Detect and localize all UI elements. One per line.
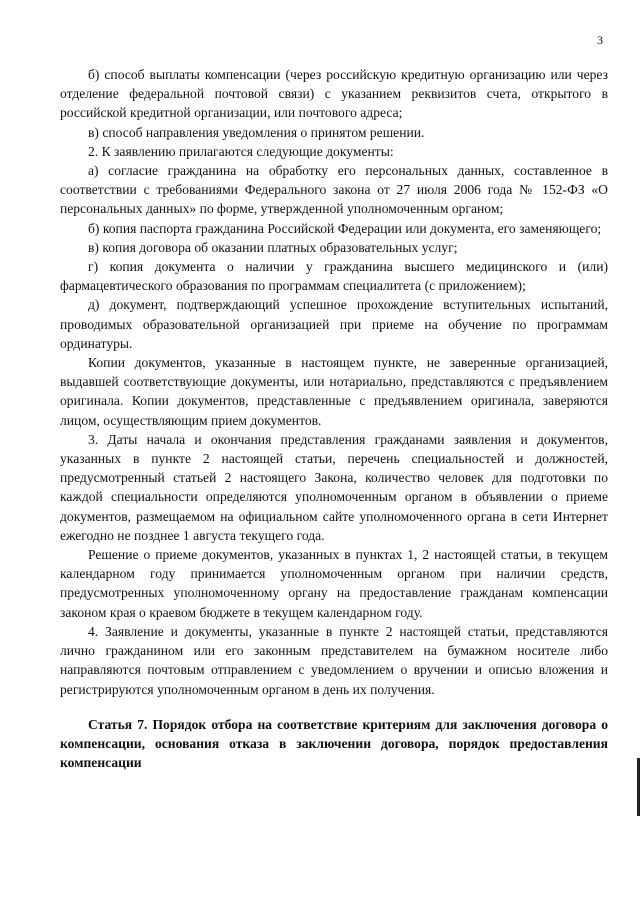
paragraph: в) способ направления уведомления о принятом решении. [88, 124, 425, 140]
document-body [60, 65, 608, 772]
paragraph: в) копия договора об оказании платных образовательных услуг; [88, 239, 458, 255]
paragraph: 3. Даты начала и окончания представления гражданами заявления и документов, указанных в пункте 2 настоящей статьи, перечень специальностей и должностей, предусмотренный статьей 2 настоящего Закона, количество человек для подготовки по каждой специальности определяются уполномоченным органом в объявлении о приеме документов, размещаемом на официальном сайте уполномоченного органа в сети Интернет ежегодно не позднее 1 августа текущего года. [60, 431, 608, 543]
paragraph: Решение о приеме документов, указанных в пунктах 1, 2 настоящей статьи, в текущем календарном году принимается уполномоченным органом при наличии средств, предусмотренных уполномоченному органу на предоставление гражданам компенсации законом края о краевом бюджете в текущем календарном году. [60, 547, 608, 620]
article-heading: Статья 7. Порядок отбора на соответствие критериям для заключения договора о компенсации, основания отказа в заключении договора, порядок предоставления компенсации [60, 716, 608, 771]
paragraph: б) копия паспорта гражданина Российской Федерации или документа, его заменяющего; [88, 220, 602, 236]
spacer [60, 699, 608, 715]
paragraph: г) копия документа о наличии у гражданина высшего медицинского и (или) фармацевтического образования по программам специалитета (с приложением); [60, 259, 608, 294]
paragraph: д) документ, подтверждающий успешное прохождение вступительных испытаний, проводимых образовательной организацией при приеме на обучение по программам ординатуры. [60, 297, 608, 351]
paragraph: б) способ выплаты компенсации (через российскую кредитную организацию или через отделение федеральной почтовой связи) с указанием реквизитов счета, открытого в российской кредитной организации, или почтового адреса; [60, 67, 608, 121]
paragraph: 4. Заявление и документы, указанные в пункте 2 настоящей статьи, представляются лично гражданином или его законным представителем на бумажном носителе либо направляются почтовым отправлением с уведомлением о вручении и описью вложения и регистрируются уполномоченным органом в день их получения. [60, 623, 608, 697]
page-number: 3 [597, 33, 603, 47]
paragraph: 2. К заявлению прилагаются следующие документы: [88, 143, 394, 159]
paragraph: а) согласие гражданина на обработку его персональных данных, составленное в соответствии с требованиями Федерального закона от 27 июля 2006 года № 152-ФЗ «О персональных данных» по форме, утвержденной уполномоченным органом; [60, 163, 608, 217]
paragraph: Копии документов, указанные в настоящем пункте, не заверенные организацией, выдавшей соответствующие документы, или нотариально, представляются с предъявлением оригинала. Копии документов, представленные с предъявлением оригинала, заверяются лицом, осуществляющим прием документов. [60, 355, 608, 428]
